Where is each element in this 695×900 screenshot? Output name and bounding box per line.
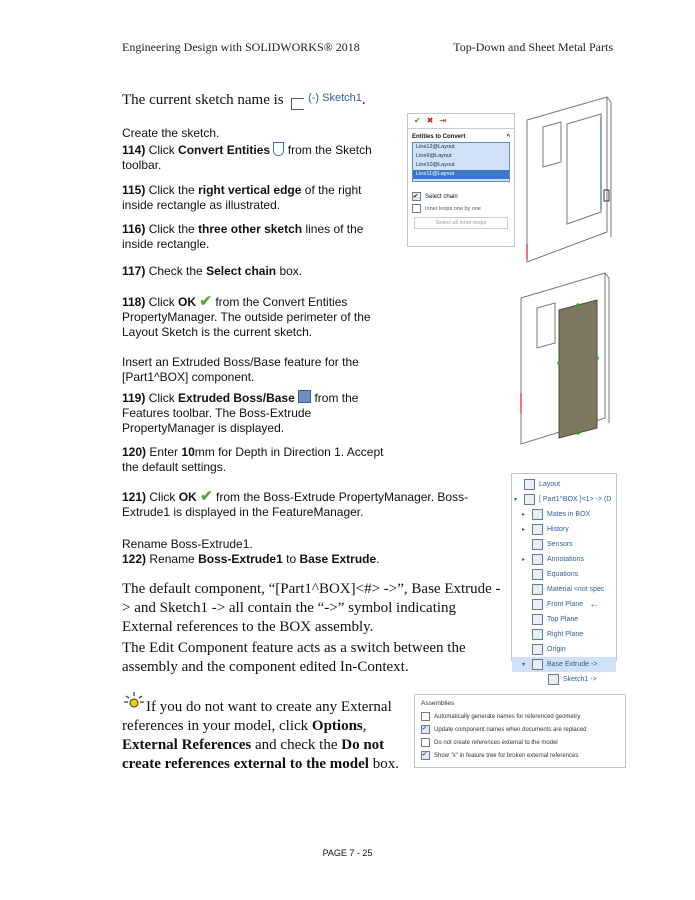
assembly-option[interactable] [421,736,619,749]
page-number: PAGE 7 - 25 [322,848,373,858]
panel-toolbar [408,114,514,127]
feature-tree-item[interactable] [512,477,616,492]
step-114 [122,142,392,173]
step-bold: 10 [181,445,195,459]
feature-tree-item[interactable] [512,582,616,597]
step-text: Click the [148,222,199,236]
feature-icon [532,509,543,520]
feature-icon [524,479,535,490]
feature-tree-label: History [547,526,569,533]
tip-text [122,698,412,774]
header-right: Top-Down and Sheet Metal Parts [453,40,613,54]
select-chain-checkbox[interactable]: ✔ [412,192,421,201]
step-bold: Convert Entities [178,143,271,157]
feature-icon [532,554,543,565]
feature-tree-item[interactable] [512,597,616,612]
step-number: 117) [122,264,146,278]
step-text: box. [276,264,303,278]
ok-icon[interactable]: ✔ [414,116,421,125]
step-number: 122) [122,552,147,566]
tip-bold-external: External References [122,737,252,753]
step-number: 121) [122,490,147,504]
para-edit-component: The Edit Component feature acts as a switch between the assembly and the component edited In-Context. [122,640,466,675]
feature-manager-tree [511,473,617,683]
option-checkbox[interactable] [421,712,430,721]
feature-icon [524,494,535,505]
step-text: from the Convert Entities PropertyManager. The outside perimeter of the Layout Sketch is the current sketch. [122,295,371,339]
step-text: from the Sketch toolbar. [122,143,372,172]
step-bold: Select chain [206,264,277,278]
inner-loops-label: Inner loops one by one [425,205,481,212]
feature-tree-label: Sketch1 -> [563,676,597,683]
intro-line: The current sketch name is $^{(-) Sketch1}$. [122,92,366,108]
step-text: Click [148,391,179,405]
feature-tree-label: Equations [547,571,579,578]
tip-mid: and check the [251,737,342,753]
feature-tree-item[interactable] [512,537,616,552]
step-text: Click [148,143,179,157]
collapse-icon: ^ [506,134,510,140]
step-text: mm for Depth in Direction 1. Accept the default settings. [122,445,384,474]
expand-arrow-icon[interactable]: ▸ [522,512,526,518]
tip-pre: If you do not want to create any External references in your model, click [122,699,392,734]
feature-icon [532,599,543,610]
layout-sketch-drawing [523,92,618,272]
sketch-icon [291,98,304,110]
feature-icon [548,674,559,685]
pointer-arrow-icon: ← [589,599,600,610]
assembly-option[interactable] [421,749,619,762]
step-120 [122,445,397,475]
feature-icon [532,614,543,625]
feature-tree-item[interactable] [512,612,616,627]
step-text: lines of the inside rectangle. [122,222,364,251]
feature-icon [532,644,543,655]
step-insert: Insert an Extruded Boss/Base feature for the [Part1^BOX] component. [122,355,359,384]
convert-entities-icon [273,142,284,156]
step-text: from the Boss-Extrude PropertyManager. Boss-Extrude1 is displayed in the FeatureManager. [122,490,469,519]
feature-tree-label: Front Plane [547,601,584,608]
step-text: of the right inside rectangle as illustrated. [122,183,362,212]
feature-tree-item[interactable] [512,522,616,537]
feature-tree-item[interactable] [512,642,616,657]
step-number: 118) [122,295,146,309]
step-number: 119) [122,391,146,405]
feature-icon [532,584,543,595]
feature-tree-label: Origin [547,646,566,653]
option-checkbox[interactable]: ✔ [421,725,430,734]
feature-tree-label: Right Plane [547,631,584,638]
expand-arrow-icon[interactable]: ▾ [514,497,518,503]
feature-tree-label: Material <not spec [547,586,605,593]
step-number: 115) [122,183,146,197]
sketch-name-label: (-) Sketch1 [308,92,362,104]
entities-section-title: Entities to Convert [412,134,466,140]
option-checkbox[interactable]: ✔ [421,751,430,760]
select-all-loops-button[interactable]: Select all inner loops [414,217,508,229]
expand-arrow-icon[interactable]: ▸ [522,527,526,533]
option-checkbox[interactable] [421,738,430,747]
header-left: Engineering Design with SOLIDWORKS® 2018 [122,40,360,54]
step-115 [122,183,387,213]
step-text: from the Features toolbar. The Boss-Extrude PropertyManager is displayed. [122,391,359,435]
inner-loops-checkbox[interactable] [412,204,421,213]
select-chain-label: Select chain [425,193,458,200]
step-bold: three other sketch [198,222,303,236]
tip-post: box. [368,756,399,772]
feature-tree-label: [ Part1^BOX ]<1> -> (D [539,496,612,503]
tip-bold-donot: Do not create references external to the model [122,737,385,772]
feature-tree-label: Layout [539,481,561,488]
step-text: Click the [148,183,199,197]
feature-tree-item[interactable] [512,507,616,522]
feature-tree-item[interactable] [512,627,616,642]
assembly-option[interactable] [421,710,619,723]
step-number: 116) [122,222,146,236]
assemblies-title: Assemblies [421,700,455,707]
feature-tree-item[interactable] [512,657,616,672]
expand-arrow-icon[interactable]: ▾ [522,662,526,668]
step-text: Enter [149,445,182,459]
step-text: . [376,552,380,566]
step-117 [122,264,302,279]
entities-list[interactable] [412,142,510,182]
feature-icon [532,629,543,640]
step-bold: right vertical edge [198,183,302,197]
select-chain-option[interactable] [408,182,514,201]
feature-tree-item[interactable] [512,492,616,507]
extruded-boss-icon [298,390,311,403]
feature-tree-label: Mates in BOX [547,511,591,518]
step-116 [122,222,392,252]
option-label: Update component names when documents are replaced [434,726,587,733]
step-create: Create the sketch. [122,126,220,140]
step-bold: Base Extrude [299,552,377,566]
pin-icon[interactable]: ⇥ [439,116,447,125]
step-text: Click [148,295,179,309]
feature-tree-label: Sensors [547,541,573,548]
feature-tree-item[interactable] [512,552,616,567]
entity-list-item[interactable]: Line10@Layout [416,162,455,168]
step-text: Click [149,490,179,504]
step-bold: OK [178,490,197,504]
feature-tree-item[interactable] [512,672,616,687]
step-bold: Boss-Extrude1 [198,552,283,566]
step-122 [122,552,380,567]
entities-section-header[interactable] [408,130,514,142]
tip-bold-options: Options [311,718,363,734]
feature-icon [532,569,543,580]
convert-entities-panel [407,113,515,247]
ok-check-icon: ✔ [199,293,212,310]
option-label: Do not create references external to the model [434,739,558,746]
feature-icon [532,659,543,670]
step-118 [122,294,372,340]
step-121 [122,489,507,520]
entity-list-item[interactable]: Line9@Layout [416,153,452,159]
assembly-option[interactable] [421,723,619,736]
para-external-refs: The default component, “[Part1^BOX]<#> ->”, Base Extrude -> and Sketch1 -> all contain the “->” symbol indicating External references to the BOX assembly. [122,581,501,635]
feature-tree-label: Top Plane [547,616,579,623]
option-label: Automatically generate names for referenced geometry [434,713,581,720]
tip-sep: , [362,718,367,734]
step-bold: Extruded Boss/Base [178,391,295,405]
step-text: to [282,552,300,566]
step-bold: OK [178,295,197,309]
entity-list-item[interactable]: Line12@Layout [416,144,455,150]
cancel-icon[interactable]: ✖ [426,116,434,125]
expand-arrow-icon[interactable]: ▸ [522,557,526,563]
entity-list-item[interactable]: Line11@Layout [413,170,509,179]
intro-text: The current sketch name is [122,92,284,108]
feature-icon [532,539,543,550]
step-text: Check the [148,264,207,278]
step-number: 114) [122,143,146,157]
ok-check-icon: ✔ [200,488,213,505]
step-text: Rename [149,552,199,566]
feature-icon [532,524,543,535]
feature-tree-label: Annotations [547,556,584,563]
extruded-sketch-drawing [515,268,615,453]
feature-tree-item[interactable] [512,567,616,582]
assemblies-options-panel [414,694,626,768]
step-119 [122,390,367,436]
option-label: Show "x" in feature tree for broken external references [434,752,579,759]
step-rename: Rename Boss-Extrude1. [122,537,253,551]
feature-tree-label: Base Extrude -> [547,661,598,668]
inner-loops-option[interactable] [408,201,514,213]
step-number: 120) [122,445,147,459]
